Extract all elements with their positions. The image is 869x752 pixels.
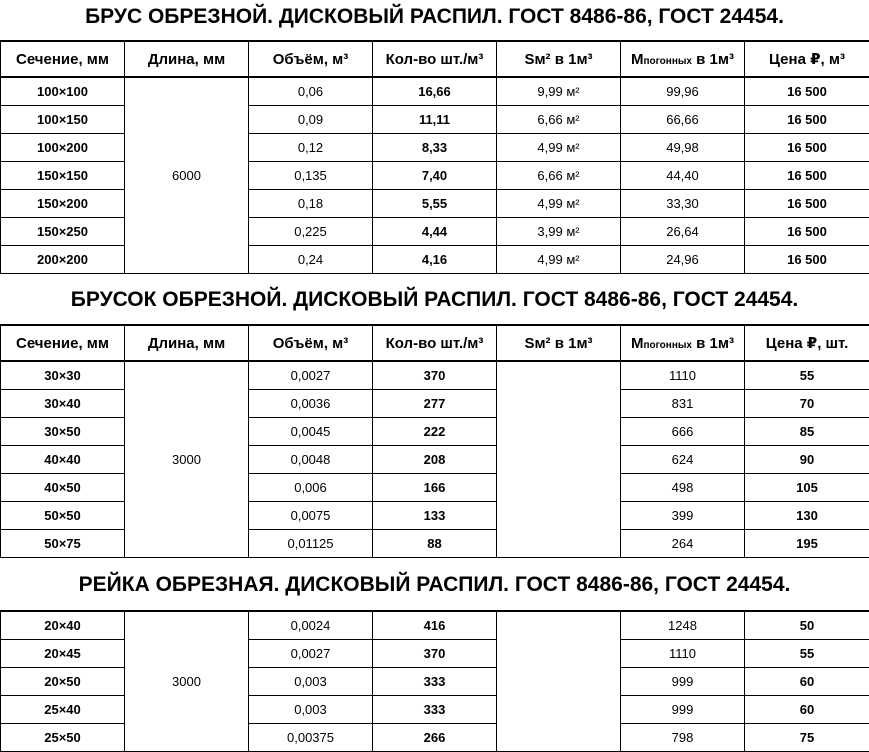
header-length: Длина, мм bbox=[125, 41, 249, 77]
cell-volume: 0,003 bbox=[249, 667, 373, 695]
cell-volume: 0,00375 bbox=[249, 723, 373, 751]
cell-qty: 8,33 bbox=[373, 133, 497, 161]
cell-section: 150×150 bbox=[1, 161, 125, 189]
header-section: Сечение, мм bbox=[1, 41, 125, 77]
cell-price: 16 500 bbox=[745, 77, 869, 105]
cell-volume: 0,0024 bbox=[249, 611, 373, 639]
cell-meters: 798 bbox=[621, 723, 745, 751]
cell-price: 105 bbox=[745, 473, 869, 501]
table-row bbox=[1, 77, 869, 105]
cell-meters: 26,64 bbox=[621, 217, 745, 245]
cell-qty: 370 bbox=[373, 639, 497, 667]
cell-meters: 999 bbox=[621, 667, 745, 695]
cell-area: 6,66 м² bbox=[497, 161, 621, 189]
cell-price: 55 bbox=[745, 361, 869, 389]
header-qty: Кол-во шт./м³ bbox=[373, 325, 497, 361]
cell-meters: 99,96 bbox=[621, 77, 745, 105]
cell-section: 50×75 bbox=[1, 529, 125, 557]
cell-qty: 5,55 bbox=[373, 189, 497, 217]
table-header bbox=[1, 325, 869, 361]
cell-meters: 24,96 bbox=[621, 245, 745, 273]
header-price: Цена ₽, шт. bbox=[745, 325, 869, 361]
cell-length: 3000 bbox=[125, 361, 249, 557]
header-meters-suffix: в 1м³ bbox=[691, 334, 734, 352]
cell-section: 25×50 bbox=[1, 723, 125, 751]
cell-price: 70 bbox=[745, 389, 869, 417]
cell-area: 6,66 м² bbox=[497, 105, 621, 133]
cell-area: 3,99 м² bbox=[497, 217, 621, 245]
cell-price: 16 500 bbox=[745, 189, 869, 217]
cell-price: 85 bbox=[745, 417, 869, 445]
cell-qty: 333 bbox=[373, 667, 497, 695]
cell-qty: 16,66 bbox=[373, 77, 497, 105]
table-header bbox=[1, 41, 869, 77]
cell-area: 9,99 м² bbox=[497, 77, 621, 105]
cell-price: 60 bbox=[745, 667, 869, 695]
cell-price: 55 bbox=[745, 639, 869, 667]
cell-qty: 7,40 bbox=[373, 161, 497, 189]
cell-length: 6000 bbox=[125, 77, 249, 273]
cell-area: 4,99 м² bbox=[497, 245, 621, 273]
cell-qty: 416 bbox=[373, 611, 497, 639]
cell-qty: 4,44 bbox=[373, 217, 497, 245]
cell-section: 50×50 bbox=[1, 501, 125, 529]
cell-volume: 0,0027 bbox=[249, 639, 373, 667]
cell-qty: 277 bbox=[373, 389, 497, 417]
header-meters bbox=[621, 41, 745, 77]
header-area: Sм² в 1м³ bbox=[497, 325, 621, 361]
section-title: РЕЙКА ОБРЕЗНАЯ. ДИСКОВЫЙ РАСПИЛ. ГОСТ 8486-86, ГОСТ 24454. bbox=[78, 573, 791, 596]
cell-qty: 333 bbox=[373, 695, 497, 723]
cell-section: 200×200 bbox=[1, 245, 125, 273]
cell-area: 4,99 м² bbox=[497, 133, 621, 161]
header-meters-prefix: М bbox=[631, 50, 644, 68]
cell-qty: 222 bbox=[373, 417, 497, 445]
cell-price: 16 500 bbox=[745, 105, 869, 133]
cell-section: 40×50 bbox=[1, 473, 125, 501]
header-price: Цена ₽, м³ bbox=[745, 41, 869, 77]
cell-section: 150×200 bbox=[1, 189, 125, 217]
cell-meters: 44,40 bbox=[621, 161, 745, 189]
cell-section: 100×200 bbox=[1, 133, 125, 161]
cell-price: 60 bbox=[745, 695, 869, 723]
cell-meters: 498 bbox=[621, 473, 745, 501]
table-row bbox=[1, 361, 869, 389]
header-meters-sub: погонных bbox=[643, 339, 692, 351]
cell-section: 100×100 bbox=[1, 77, 125, 105]
cell-volume: 0,09 bbox=[249, 105, 373, 133]
cell-section: 30×30 bbox=[1, 361, 125, 389]
header-section: Сечение, мм bbox=[1, 325, 125, 361]
header-length: Длина, мм bbox=[125, 325, 249, 361]
cell-section: 20×50 bbox=[1, 667, 125, 695]
header-meters bbox=[621, 325, 745, 361]
table-row bbox=[1, 611, 869, 639]
cell-meters: 33,30 bbox=[621, 189, 745, 217]
section-title: БРУСОК ОБРЕЗНОЙ. ДИСКОВЫЙ РАСПИЛ. ГОСТ 8486-86, ГОСТ 24454. bbox=[70, 288, 799, 311]
cell-volume: 0,24 bbox=[249, 245, 373, 273]
cell-meters: 624 bbox=[621, 445, 745, 473]
cell-meters: 66,66 bbox=[621, 105, 745, 133]
cell-meters: 999 bbox=[621, 695, 745, 723]
cell-price: 16 500 bbox=[745, 161, 869, 189]
price-table bbox=[0, 40, 869, 274]
cell-volume: 0,18 bbox=[249, 189, 373, 217]
price-table bbox=[0, 610, 869, 752]
cell-length: 3000 bbox=[125, 611, 249, 751]
cell-price: 16 500 bbox=[745, 217, 869, 245]
cell-price: 90 bbox=[745, 445, 869, 473]
cell-price: 75 bbox=[745, 723, 869, 751]
cell-meters: 1248 bbox=[621, 611, 745, 639]
price-table bbox=[0, 324, 869, 558]
cell-volume: 0,006 bbox=[249, 473, 373, 501]
cell-section: 30×50 bbox=[1, 417, 125, 445]
cell-area: 4,99 м² bbox=[497, 189, 621, 217]
cell-volume: 0,0075 bbox=[249, 501, 373, 529]
header-meters-suffix: в 1м³ bbox=[691, 50, 734, 68]
cell-meters: 831 bbox=[621, 389, 745, 417]
cell-area bbox=[497, 611, 621, 751]
header-volume: Объём, м³ bbox=[249, 41, 373, 77]
cell-qty: 4,16 bbox=[373, 245, 497, 273]
cell-qty: 133 bbox=[373, 501, 497, 529]
cell-qty: 11,11 bbox=[373, 105, 497, 133]
cell-qty: 88 bbox=[373, 529, 497, 557]
cell-qty: 370 bbox=[373, 361, 497, 389]
cell-volume: 0,225 bbox=[249, 217, 373, 245]
header-qty: Кол-во шт./м³ bbox=[373, 41, 497, 77]
cell-price: 130 bbox=[745, 501, 869, 529]
cell-volume: 0,003 bbox=[249, 695, 373, 723]
cell-volume: 0,06 bbox=[249, 77, 373, 105]
cell-section: 40×40 bbox=[1, 445, 125, 473]
cell-section: 20×45 bbox=[1, 639, 125, 667]
header-area: Sм² в 1м³ bbox=[497, 41, 621, 77]
cell-section: 25×40 bbox=[1, 695, 125, 723]
cell-volume: 0,0036 bbox=[249, 389, 373, 417]
cell-volume: 0,0045 bbox=[249, 417, 373, 445]
header-volume: Объём, м³ bbox=[249, 325, 373, 361]
cell-volume: 0,12 bbox=[249, 133, 373, 161]
cell-qty: 208 bbox=[373, 445, 497, 473]
cell-price: 50 bbox=[745, 611, 869, 639]
cell-section: 30×40 bbox=[1, 389, 125, 417]
cell-meters: 1110 bbox=[621, 639, 745, 667]
header-meters-sub: погонных bbox=[643, 55, 692, 67]
cell-price: 16 500 bbox=[745, 133, 869, 161]
cell-meters: 49,98 bbox=[621, 133, 745, 161]
section-title: БРУС ОБРЕЗНОЙ. ДИСКОВЫЙ РАСПИЛ. ГОСТ 8486-86, ГОСТ 24454. bbox=[85, 5, 784, 28]
cell-qty: 166 bbox=[373, 473, 497, 501]
cell-section: 150×250 bbox=[1, 217, 125, 245]
header-meters-prefix: М bbox=[631, 334, 644, 352]
cell-volume: 0,01125 bbox=[249, 529, 373, 557]
cell-section: 100×150 bbox=[1, 105, 125, 133]
cell-volume: 0,0048 bbox=[249, 445, 373, 473]
cell-price: 16 500 bbox=[745, 245, 869, 273]
cell-section: 20×40 bbox=[1, 611, 125, 639]
cell-price: 195 bbox=[745, 529, 869, 557]
cell-meters: 399 bbox=[621, 501, 745, 529]
cell-volume: 0,135 bbox=[249, 161, 373, 189]
cell-volume: 0,0027 bbox=[249, 361, 373, 389]
cell-meters: 1110 bbox=[621, 361, 745, 389]
cell-area bbox=[497, 361, 621, 557]
cell-meters: 666 bbox=[621, 417, 745, 445]
cell-qty: 266 bbox=[373, 723, 497, 751]
cell-meters: 264 bbox=[621, 529, 745, 557]
